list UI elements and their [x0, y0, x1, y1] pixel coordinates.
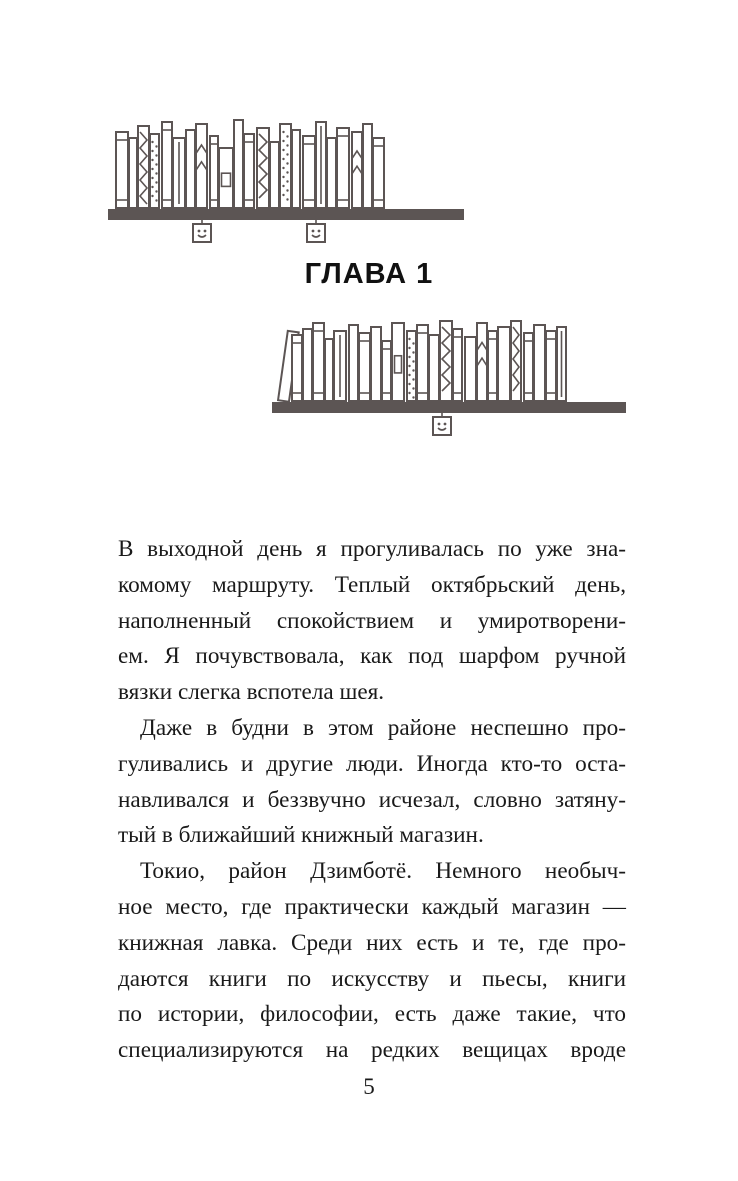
book-spine — [292, 335, 302, 401]
book-spine — [219, 148, 233, 208]
smiley-tag-icon — [307, 220, 325, 242]
text-line: даются книги по искусству и пьесы, книги — [118, 965, 626, 992]
book-spine — [196, 124, 207, 208]
book-spine — [363, 124, 372, 208]
chapter-body — [118, 532, 626, 1069]
books-top — [116, 120, 384, 208]
book-spine — [371, 327, 381, 401]
bookshelf-bottom-illustration — [272, 312, 632, 440]
book-spine — [150, 134, 159, 208]
books-bottom — [278, 321, 566, 402]
book-spine — [511, 321, 521, 401]
book-spine — [186, 130, 195, 208]
text-line: ное место, где практически каждый магазин — — [118, 893, 626, 920]
book-spine — [337, 128, 349, 208]
book-spine — [234, 120, 243, 208]
book-spine — [280, 124, 291, 208]
text-line: книжная лавка. Среди них есть и те, где про- — [118, 929, 626, 956]
book-spine — [359, 333, 370, 401]
text-line: навливался и беззвучно исчезал, словно затяну- — [118, 786, 626, 813]
shelf-plank — [108, 209, 464, 220]
text-line: специализируются на редких вещицах вроде — [118, 1037, 626, 1064]
book-spine — [210, 136, 218, 208]
text-line: комому маршруту. Теплый октябрьский день, — [118, 571, 626, 598]
text-line: тый в ближайший книжный магазин. — [118, 822, 484, 849]
book-spine — [477, 323, 487, 401]
book-spine — [498, 327, 510, 401]
text-line: вязки слегка вспотела шея. — [118, 679, 385, 706]
chapter-title: ГЛАВА 1 — [304, 258, 434, 290]
book-spine — [173, 138, 185, 208]
smiley-tag-icon — [193, 220, 211, 242]
book-spine — [524, 333, 533, 401]
book-spine — [162, 122, 172, 208]
book-spine — [546, 331, 556, 401]
book-spine — [382, 341, 391, 401]
book-spine — [417, 325, 428, 401]
book-spine — [303, 329, 312, 401]
book-spine — [465, 337, 476, 401]
book-spine — [327, 138, 336, 208]
book-spine — [334, 331, 346, 401]
smiley-tag-icon — [433, 413, 451, 435]
book-spine — [129, 138, 137, 208]
book-spine — [557, 327, 566, 401]
book-spine — [453, 329, 462, 401]
text-line: гуливались и другие люди. Иногда кто-то оста- — [118, 750, 626, 777]
book-spine — [440, 321, 452, 401]
text-line: ем. Я почувствовала, как под шарфом ручной — [118, 643, 626, 670]
text-line: Токио, район Дзимботё. Немного необыч- — [140, 858, 626, 885]
text-line: по истории, философии, есть даже такие, что — [118, 1001, 626, 1028]
book-spine — [244, 134, 254, 208]
shelf-plank — [272, 402, 626, 413]
book-spine — [429, 335, 439, 401]
book-spine — [392, 323, 404, 401]
book-spine — [349, 325, 358, 401]
bookshelf-top-illustration — [108, 116, 466, 246]
book-spine — [270, 142, 279, 208]
book-spine — [373, 138, 384, 208]
page-number: 5 — [363, 1074, 375, 1099]
book-spine — [303, 136, 315, 208]
book-spine — [292, 130, 300, 208]
book-spine — [352, 132, 362, 208]
book-spine — [138, 126, 149, 208]
book-spine — [257, 128, 269, 208]
book-spine — [313, 323, 324, 401]
book-spine — [116, 132, 128, 208]
text-line: В выходной день я прогуливалась по уже зна- — [118, 536, 626, 562]
book-spine — [488, 331, 497, 401]
book-spine — [325, 339, 333, 401]
text-line: Даже в будни в этом районе неспешно про- — [140, 714, 626, 741]
text-line: наполненный спокойствием и умиротворени- — [118, 607, 626, 634]
book-spine — [316, 122, 326, 208]
book-spine — [407, 331, 416, 401]
book-spine — [534, 325, 545, 401]
